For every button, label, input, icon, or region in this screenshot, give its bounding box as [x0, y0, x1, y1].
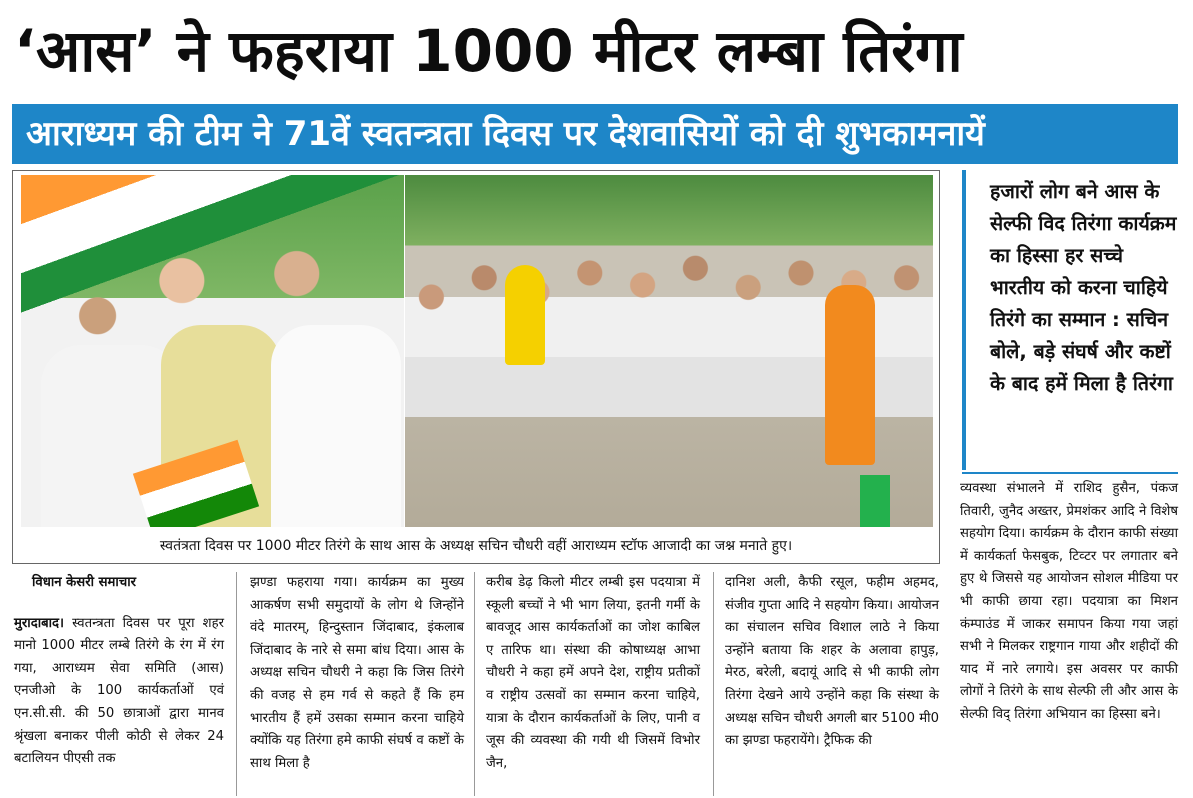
highlight-divider — [962, 472, 1178, 474]
photo-caption: स्वतंत्रता दिवस पर 1000 मीटर तिरंगे के साथ आस के अध्यक्ष सचिन चौधरी वहीं आराध्यम स्टॉफ आजादी का जश्न मनाते हुए। — [159, 538, 793, 554]
article-paragraph — [14, 613, 224, 771]
article-column-2 — [250, 572, 464, 796]
article-column-1 — [14, 572, 224, 796]
headline: ‘आस’ ने फहराया 1000 मीटर लम्बा तिरंगा — [14, 17, 963, 85]
article-column-5 — [960, 478, 1178, 798]
photo-frame — [12, 170, 940, 564]
article-text-3: करीब डेढ़ किलो मीटर लम्बी इस पदयात्रा में स्कूली बच्चों ने भी भाग लिया, इतनी गर्मी के बावजूद आस कार्यकर्ताओं का जोश काबिल ए तारिफ था। संस्था की कोषाध्यक्ष आभा चौधरी ने कहा हमें अपने देश, राष्ट्रीय प्रतीकों व राष्ट्रीय उत्सवों का सम्मान करना चाहिये, यात्रा के दौरान कार्यकर्ताओं के लिए, पानी व जूस की व्यवस्था की गयी थी जिसमें विभोर जैन, — [486, 575, 700, 771]
dateline: मुरादाबाद। — [14, 615, 65, 631]
article-column-4 — [725, 572, 939, 796]
highlight-text: हजारों लोग बने आस के सेल्फी विद तिरंगा कार्यक्रम का हिस्सा हर सच्चे भारतीय को करना चाहिये तिरंगे का सम्मान : सचिन बोले, बड़े संघर्ष और कष्टों के बाद हमें मिला है तिरंगा — [990, 180, 1177, 395]
photo-leaders-with-flag — [21, 175, 404, 527]
column-divider — [713, 572, 714, 796]
article-text-1: स्वतन्त्रता दिवस पर पूरा शहर मानो 1000 मीटर लम्बे तिरंगे के रंग में रंग गया, आराध्यम सेवा समिति (आस) एनजीओ के 100 कार्यकर्ताओं एवं एन.सी.सी. की 50 छात्राओं द्वारा मानव श्रृंखला बनाकर पीली कोठी से लेकर 24 बटालियन पीएसी तक — [14, 615, 224, 767]
crowd-graphic — [405, 225, 933, 465]
highlight-box — [962, 170, 1182, 470]
photo-person — [271, 325, 401, 527]
byline: विधान केसरी समाचार — [32, 575, 137, 590]
column-divider — [474, 572, 475, 796]
article-text-2: झण्डा फहराया गया। कार्यक्रम का मुख्य आकर्षण सभी समुदायों के लोग थे जिन्होंने वंदे मातरम्, हिन्दुस्तान जिंदाबाद, इंकलाब जिंदाबाद के नारे से समा बांध दिया। आस के अध्यक्ष सचिन चौधरी ने कहा कि जिस तिरंगे की वजह से हम गर्व से कहते हैं कि हम भारतीय हैं हमें उसका सम्मान करना चाहिये क्योंकि यह तिरंगा हमे काफी संघर्ष व कष्टों के साथ मिला है — [250, 575, 464, 771]
photo-person — [505, 265, 545, 365]
photo-person — [825, 285, 875, 465]
article-text-4: दानिश अली, कैफी रसूल, फहीम अहमद, संजीव गुप्ता आदि ने सहयोग किया। आयोजन का संचालन सचिव विशाल लाठे ने किया उन्होंने बताया कि शहर के अलावा हापुड़, मेरठ, बरेली, बदायूं आदि से भी काफी लोग तिरंगा देखने आये उन्होंने कहा कि संस्था के अध्यक्ष सचिन चौधरी अगली बार 5100 मी0 का झण्डा फहरायेंगे। ट्रैफिक की — [725, 575, 939, 749]
photo-person — [860, 475, 890, 527]
photo-group-crowd — [405, 175, 933, 527]
column-divider — [236, 572, 237, 796]
article-column-3 — [486, 572, 700, 796]
article-text-5: व्यवस्था संभालने में राशिद हुसैन, पंकज तिवारी, जुनैद अख्तर, प्रेमशंकर आदि ने विशेष सहयोग दिया। कार्यक्रम के दौरान काफी संख्या में कार्यकर्ता फेसबुक, टिव्टर पर लगातार बने हुए थे जिससे यह आयोजन सोशल मीडिया पर भी काफी छाया रहा। पदयात्रा का मिशन कंम्पाउंड में जाकर समापन किया गया जहां सभी ने मिलकर राष्ट्रगान गाया और शहीदों की याद में नारे लगाये। इस अवसर पर काफी लोगों ने तिरंगे के साथ सेल्फी ली और आस के सेल्फी विद् तिरंगा अभियान का हिस्सा बने। — [960, 481, 1178, 722]
subheadline-banner: आराध्यम की टीम ने 71वें स्वतन्त्रता दिवस पर देशवासियों को दी शुभकामनायें — [12, 104, 1178, 164]
